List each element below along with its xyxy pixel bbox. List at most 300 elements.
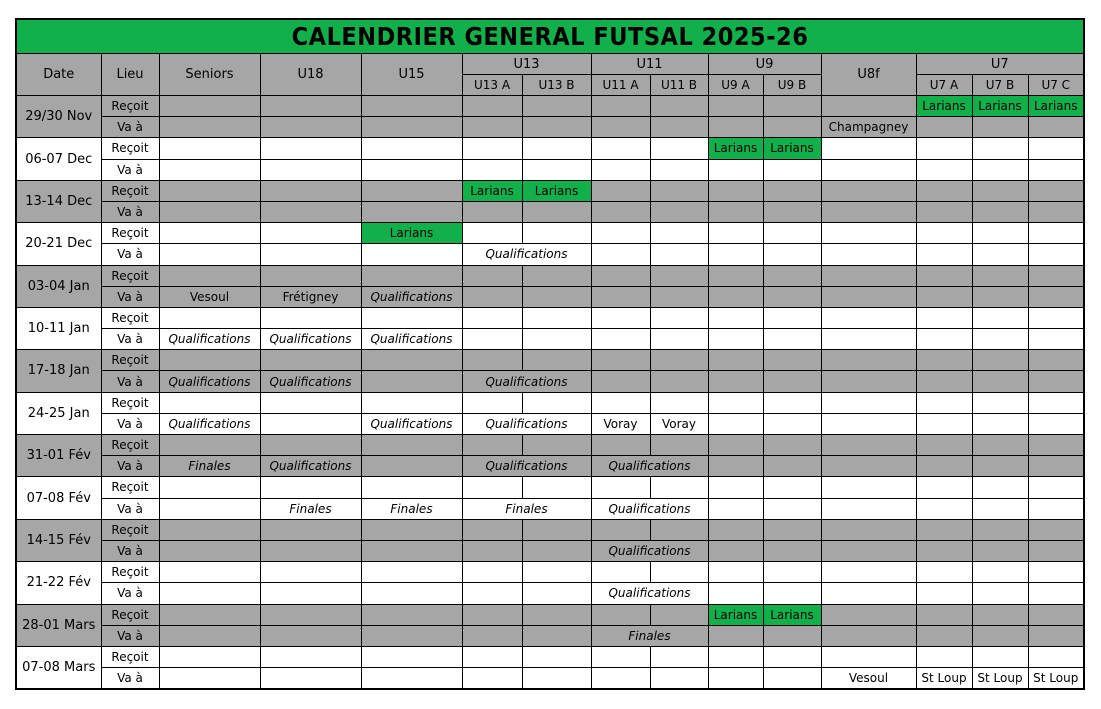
week-row-va xyxy=(16,498,1084,519)
empty-cell xyxy=(361,96,462,117)
match-cell: Larians xyxy=(708,138,763,159)
empty-cell xyxy=(708,583,763,604)
empty-cell xyxy=(159,180,260,201)
empty-cell xyxy=(650,180,708,201)
empty-cell xyxy=(260,265,361,286)
match-cell: Larians xyxy=(763,604,821,625)
empty-cell xyxy=(972,562,1028,583)
empty-cell xyxy=(972,456,1028,477)
match-cell: Qualifications xyxy=(462,413,591,434)
match-cell: Larians xyxy=(462,180,522,201)
empty-cell xyxy=(361,668,462,689)
empty-cell xyxy=(1028,117,1084,138)
week-date: 20-21 Dec xyxy=(16,223,101,265)
empty-cell xyxy=(1028,180,1084,201)
empty-cell xyxy=(650,435,708,456)
match-cell: Larians xyxy=(1028,96,1084,117)
empty-cell xyxy=(591,371,650,392)
empty-cell xyxy=(972,180,1028,201)
empty-cell xyxy=(591,392,650,413)
empty-cell xyxy=(650,350,708,371)
empty-cell xyxy=(361,583,462,604)
empty-cell xyxy=(361,244,462,265)
empty-cell xyxy=(972,223,1028,244)
match-cell: Vesoul xyxy=(159,286,260,307)
match-cell: Finales xyxy=(361,498,462,519)
empty-cell xyxy=(591,646,650,667)
empty-cell xyxy=(821,159,916,180)
empty-cell xyxy=(972,286,1028,307)
empty-cell xyxy=(821,456,916,477)
empty-cell xyxy=(159,244,260,265)
empty-cell xyxy=(650,477,708,498)
empty-cell xyxy=(260,625,361,646)
empty-cell xyxy=(916,329,972,350)
empty-cell xyxy=(591,329,650,350)
empty-cell xyxy=(522,477,591,498)
empty-cell xyxy=(972,244,1028,265)
match-cell: Qualifications xyxy=(159,371,260,392)
match-cell: Qualifications xyxy=(591,456,708,477)
empty-cell xyxy=(260,540,361,561)
header-u7: U7 xyxy=(916,54,1084,75)
empty-cell xyxy=(763,413,821,434)
empty-cell xyxy=(916,562,972,583)
empty-cell xyxy=(916,456,972,477)
empty-cell xyxy=(821,201,916,222)
empty-cell xyxy=(650,646,708,667)
match-cell: Larians xyxy=(361,223,462,244)
empty-cell xyxy=(708,413,763,434)
header-u13b: U13 B xyxy=(522,75,591,96)
week-date: 06-07 Dec xyxy=(16,138,101,180)
empty-cell xyxy=(522,583,591,604)
empty-cell xyxy=(972,646,1028,667)
empty-cell xyxy=(591,244,650,265)
empty-cell xyxy=(591,159,650,180)
lieu-va: Va à xyxy=(101,498,159,519)
match-cell: Larians xyxy=(916,96,972,117)
empty-cell xyxy=(522,604,591,625)
empty-cell xyxy=(763,583,821,604)
empty-cell xyxy=(650,307,708,328)
empty-cell xyxy=(650,519,708,540)
header-u11b: U11 B xyxy=(650,75,708,96)
empty-cell xyxy=(972,413,1028,434)
empty-cell xyxy=(916,371,972,392)
empty-cell xyxy=(821,646,916,667)
empty-cell xyxy=(159,583,260,604)
match-cell: Qualifications xyxy=(462,244,591,265)
week-row-recoit xyxy=(16,477,1084,498)
header-u7c: U7 C xyxy=(1028,75,1084,96)
empty-cell xyxy=(708,117,763,138)
empty-cell xyxy=(522,223,591,244)
empty-cell xyxy=(821,562,916,583)
empty-cell xyxy=(260,435,361,456)
empty-cell xyxy=(522,646,591,667)
week-row-va xyxy=(16,625,1084,646)
empty-cell xyxy=(591,223,650,244)
empty-cell xyxy=(462,583,522,604)
empty-cell xyxy=(591,435,650,456)
empty-cell xyxy=(361,138,462,159)
empty-cell xyxy=(1028,498,1084,519)
empty-cell xyxy=(821,223,916,244)
empty-cell xyxy=(361,180,462,201)
week-row-recoit xyxy=(16,223,1084,244)
empty-cell xyxy=(591,350,650,371)
empty-cell xyxy=(260,138,361,159)
empty-cell xyxy=(462,562,522,583)
empty-cell xyxy=(650,562,708,583)
empty-cell xyxy=(522,435,591,456)
header-u8f: U8f xyxy=(821,54,916,96)
match-cell: Finales xyxy=(591,625,708,646)
empty-cell xyxy=(916,646,972,667)
empty-cell xyxy=(1028,392,1084,413)
empty-cell xyxy=(821,583,916,604)
week-row-recoit xyxy=(16,138,1084,159)
empty-cell xyxy=(260,96,361,117)
header-u9a: U9 A xyxy=(708,75,763,96)
lieu-recoit: Reçoit xyxy=(101,180,159,201)
match-cell: St Loup xyxy=(1028,668,1084,689)
week-date: 03-04 Jan xyxy=(16,265,101,307)
header-u15: U15 xyxy=(361,54,462,96)
empty-cell xyxy=(821,371,916,392)
empty-cell xyxy=(821,413,916,434)
empty-cell xyxy=(591,307,650,328)
empty-cell xyxy=(159,604,260,625)
empty-cell xyxy=(972,371,1028,392)
empty-cell xyxy=(159,223,260,244)
empty-cell xyxy=(821,138,916,159)
empty-cell xyxy=(1028,540,1084,561)
lieu-va: Va à xyxy=(101,201,159,222)
calendar-body xyxy=(16,96,1084,690)
empty-cell xyxy=(763,456,821,477)
empty-cell xyxy=(159,625,260,646)
empty-cell xyxy=(916,265,972,286)
empty-cell xyxy=(260,646,361,667)
empty-cell xyxy=(462,477,522,498)
match-cell: Finales xyxy=(159,456,260,477)
empty-cell xyxy=(916,223,972,244)
empty-cell xyxy=(361,117,462,138)
match-cell: Qualifications xyxy=(361,413,462,434)
match-cell: Qualifications xyxy=(260,371,361,392)
empty-cell xyxy=(522,625,591,646)
empty-cell xyxy=(462,329,522,350)
empty-cell xyxy=(260,244,361,265)
empty-cell xyxy=(821,519,916,540)
empty-cell xyxy=(763,223,821,244)
empty-cell xyxy=(522,286,591,307)
empty-cell xyxy=(462,286,522,307)
empty-cell xyxy=(763,180,821,201)
empty-cell xyxy=(462,668,522,689)
empty-cell xyxy=(361,456,462,477)
week-row-recoit xyxy=(16,519,1084,540)
empty-cell xyxy=(361,604,462,625)
week-row-recoit xyxy=(16,180,1084,201)
empty-cell xyxy=(763,540,821,561)
empty-cell xyxy=(763,562,821,583)
empty-cell xyxy=(708,265,763,286)
empty-cell xyxy=(1028,329,1084,350)
match-cell: Qualifications xyxy=(260,329,361,350)
empty-cell xyxy=(159,265,260,286)
match-cell: Qualifications xyxy=(591,540,708,561)
lieu-va: Va à xyxy=(101,540,159,561)
empty-cell xyxy=(821,286,916,307)
empty-cell xyxy=(361,307,462,328)
empty-cell xyxy=(763,159,821,180)
futsal-calendar-table xyxy=(15,18,1085,690)
empty-cell xyxy=(763,625,821,646)
match-cell: Larians xyxy=(763,138,821,159)
empty-cell xyxy=(1028,435,1084,456)
empty-cell xyxy=(591,265,650,286)
empty-cell xyxy=(650,286,708,307)
empty-cell xyxy=(260,583,361,604)
header-u7a: U7 A xyxy=(916,75,972,96)
empty-cell xyxy=(916,498,972,519)
empty-cell xyxy=(591,477,650,498)
empty-cell xyxy=(916,159,972,180)
empty-cell xyxy=(462,625,522,646)
header-u7b: U7 B xyxy=(972,75,1028,96)
empty-cell xyxy=(650,329,708,350)
empty-cell xyxy=(361,625,462,646)
empty-cell xyxy=(361,540,462,561)
empty-cell xyxy=(260,307,361,328)
empty-cell xyxy=(522,96,591,117)
empty-cell xyxy=(159,562,260,583)
empty-cell xyxy=(462,540,522,561)
week-row-va xyxy=(16,159,1084,180)
empty-cell xyxy=(260,159,361,180)
empty-cell xyxy=(821,392,916,413)
empty-cell xyxy=(1028,350,1084,371)
header-u11: U11 xyxy=(591,54,708,75)
empty-cell xyxy=(361,350,462,371)
empty-cell xyxy=(1028,583,1084,604)
empty-cell xyxy=(361,392,462,413)
empty-cell xyxy=(916,604,972,625)
empty-cell xyxy=(916,201,972,222)
empty-cell xyxy=(462,159,522,180)
empty-cell xyxy=(650,392,708,413)
empty-cell xyxy=(972,350,1028,371)
empty-cell xyxy=(1028,201,1084,222)
match-cell: Larians xyxy=(708,604,763,625)
empty-cell xyxy=(708,435,763,456)
header-u13a: U13 A xyxy=(462,75,522,96)
empty-cell xyxy=(591,201,650,222)
empty-cell xyxy=(260,668,361,689)
empty-cell xyxy=(522,329,591,350)
empty-cell xyxy=(1028,371,1084,392)
empty-cell xyxy=(708,625,763,646)
empty-cell xyxy=(159,201,260,222)
lieu-va: Va à xyxy=(101,117,159,138)
week-row-recoit xyxy=(16,96,1084,117)
empty-cell xyxy=(361,435,462,456)
empty-cell xyxy=(821,180,916,201)
lieu-recoit: Reçoit xyxy=(101,392,159,413)
empty-cell xyxy=(361,265,462,286)
empty-cell xyxy=(522,562,591,583)
empty-cell xyxy=(916,519,972,540)
empty-cell xyxy=(763,117,821,138)
empty-cell xyxy=(708,286,763,307)
week-row-recoit xyxy=(16,265,1084,286)
match-cell: Finales xyxy=(462,498,591,519)
empty-cell xyxy=(462,96,522,117)
match-cell: Qualifications xyxy=(361,286,462,307)
empty-cell xyxy=(821,498,916,519)
empty-cell xyxy=(591,604,650,625)
empty-cell xyxy=(972,265,1028,286)
empty-cell xyxy=(916,307,972,328)
empty-cell xyxy=(591,519,650,540)
empty-cell xyxy=(708,456,763,477)
empty-cell xyxy=(821,604,916,625)
empty-cell xyxy=(591,180,650,201)
week-date: 28-01 Mars xyxy=(16,604,101,646)
empty-cell xyxy=(159,307,260,328)
week-row-va xyxy=(16,201,1084,222)
week-date: 10-11 Jan xyxy=(16,307,101,349)
empty-cell xyxy=(972,477,1028,498)
empty-cell xyxy=(763,392,821,413)
empty-cell xyxy=(650,265,708,286)
empty-cell xyxy=(972,159,1028,180)
empty-cell xyxy=(650,159,708,180)
empty-cell xyxy=(260,201,361,222)
header-u18: U18 xyxy=(260,54,361,96)
empty-cell xyxy=(650,668,708,689)
empty-cell xyxy=(1028,223,1084,244)
week-row-va xyxy=(16,371,1084,392)
empty-cell xyxy=(821,307,916,328)
empty-cell xyxy=(708,180,763,201)
week-date: 13-14 Dec xyxy=(16,180,101,222)
match-cell: Larians xyxy=(972,96,1028,117)
header-u13: U13 xyxy=(462,54,591,75)
lieu-va: Va à xyxy=(101,456,159,477)
lieu-va: Va à xyxy=(101,329,159,350)
empty-cell xyxy=(972,519,1028,540)
week-row-va xyxy=(16,244,1084,265)
empty-cell xyxy=(159,435,260,456)
empty-cell xyxy=(462,138,522,159)
empty-cell xyxy=(821,244,916,265)
lieu-recoit: Reçoit xyxy=(101,307,159,328)
week-row-va xyxy=(16,329,1084,350)
empty-cell xyxy=(708,329,763,350)
lieu-va: Va à xyxy=(101,286,159,307)
week-row-va xyxy=(16,668,1084,689)
empty-cell xyxy=(591,117,650,138)
empty-cell xyxy=(1028,138,1084,159)
empty-cell xyxy=(763,244,821,265)
empty-cell xyxy=(1028,413,1084,434)
empty-cell xyxy=(1028,646,1084,667)
week-date: 17-18 Jan xyxy=(16,350,101,392)
empty-cell xyxy=(972,138,1028,159)
empty-cell xyxy=(522,392,591,413)
empty-cell xyxy=(522,159,591,180)
lieu-recoit: Reçoit xyxy=(101,435,159,456)
match-cell: St Loup xyxy=(916,668,972,689)
empty-cell xyxy=(260,180,361,201)
empty-cell xyxy=(650,138,708,159)
empty-cell xyxy=(821,435,916,456)
lieu-va: Va à xyxy=(101,625,159,646)
empty-cell xyxy=(522,307,591,328)
empty-cell xyxy=(972,201,1028,222)
match-cell: Qualifications xyxy=(159,329,260,350)
empty-cell xyxy=(821,96,916,117)
week-date: 29/30 Nov xyxy=(16,96,101,138)
empty-cell xyxy=(972,604,1028,625)
empty-cell xyxy=(591,562,650,583)
header-u11a: U11 A xyxy=(591,75,650,96)
empty-cell xyxy=(462,604,522,625)
match-cell: Qualifications xyxy=(159,413,260,434)
week-date: 31-01 Fév xyxy=(16,435,101,477)
empty-cell xyxy=(708,498,763,519)
empty-cell xyxy=(462,117,522,138)
week-row-recoit xyxy=(16,435,1084,456)
empty-cell xyxy=(591,96,650,117)
empty-cell xyxy=(1028,286,1084,307)
lieu-va: Va à xyxy=(101,159,159,180)
lieu-va: Va à xyxy=(101,668,159,689)
empty-cell xyxy=(821,329,916,350)
empty-cell xyxy=(916,413,972,434)
empty-cell xyxy=(159,540,260,561)
empty-cell xyxy=(650,371,708,392)
match-cell: Qualifications xyxy=(260,456,361,477)
empty-cell xyxy=(708,392,763,413)
empty-cell xyxy=(763,668,821,689)
empty-cell xyxy=(522,519,591,540)
week-row-va xyxy=(16,117,1084,138)
empty-cell xyxy=(260,223,361,244)
week-date: 07-08 Mars xyxy=(16,646,101,689)
week-date: 24-25 Jan xyxy=(16,392,101,434)
empty-cell xyxy=(763,350,821,371)
empty-cell xyxy=(916,392,972,413)
empty-cell xyxy=(159,498,260,519)
empty-cell xyxy=(522,668,591,689)
week-row-recoit xyxy=(16,646,1084,667)
empty-cell xyxy=(522,201,591,222)
empty-cell xyxy=(159,117,260,138)
empty-cell xyxy=(260,350,361,371)
empty-cell xyxy=(1028,477,1084,498)
empty-cell xyxy=(1028,625,1084,646)
empty-cell xyxy=(972,117,1028,138)
empty-cell xyxy=(972,307,1028,328)
match-cell: Qualifications xyxy=(361,329,462,350)
week-row-recoit xyxy=(16,307,1084,328)
empty-cell xyxy=(972,540,1028,561)
